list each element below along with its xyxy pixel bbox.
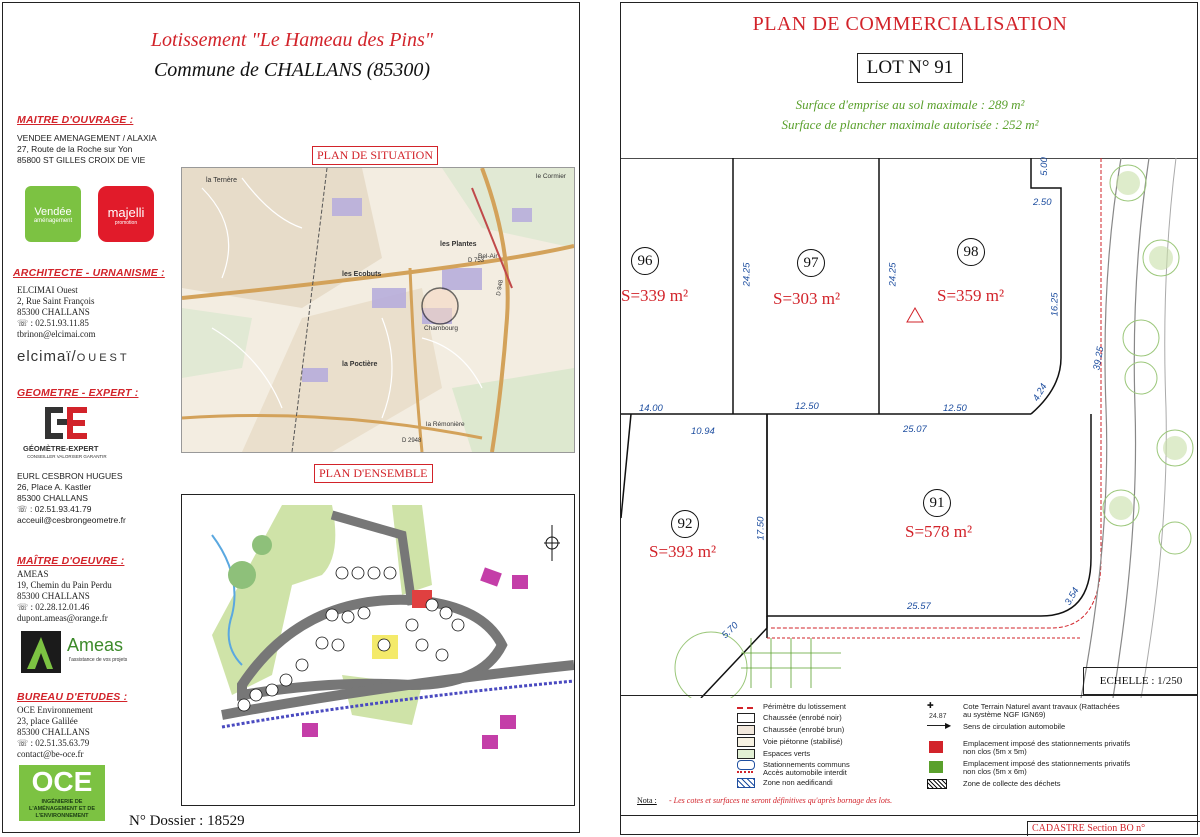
majelli-logo bbox=[98, 186, 154, 242]
legend-swatch bbox=[737, 713, 755, 723]
geometre-logo-sub: CONSEILLER VALORISER GARANTIR bbox=[27, 454, 107, 459]
logo-text: OCE bbox=[31, 766, 93, 797]
situation-map-graphic bbox=[182, 168, 574, 452]
legend-item: Stationnements communs bbox=[763, 760, 850, 769]
legend-item: Accès automobile interdit bbox=[763, 768, 847, 777]
dimension: 10.94 bbox=[691, 426, 715, 437]
legend-item: Chaussée (enrobé brun) bbox=[763, 725, 845, 734]
text-line: ELCIMAI Ouest bbox=[17, 285, 78, 295]
heading-bureau-etudes: BUREAU D'ETUDES : bbox=[17, 691, 128, 703]
legend-item: Zone de collecte des déchets bbox=[963, 779, 1061, 788]
lot-area: S=339 m² bbox=[621, 286, 689, 305]
legend-divider bbox=[621, 695, 1197, 696]
lot-area: S=578 m² bbox=[905, 522, 973, 541]
map-label: la Ternère bbox=[206, 177, 238, 184]
dimension: 16.25 bbox=[1049, 292, 1061, 317]
text-line: acceuil@cesbrongeometre.fr bbox=[17, 515, 126, 525]
dimension: 24.25 bbox=[887, 262, 899, 287]
text-line: AMEAS bbox=[17, 569, 49, 579]
left-sheet bbox=[2, 2, 580, 833]
logo-subtext: aménagement bbox=[33, 218, 73, 224]
arrow-icon bbox=[927, 725, 947, 726]
lot-number: 97 bbox=[797, 249, 825, 277]
dimension: 3.54 bbox=[1062, 585, 1082, 608]
cote-icon: ✚ bbox=[927, 701, 934, 710]
ameas-logo-sub: l'assistance de vos projets bbox=[69, 657, 128, 663]
map-label: la Rémonière bbox=[426, 421, 465, 428]
dimension: 14.00 bbox=[639, 403, 663, 414]
dimension: 2.50 bbox=[1033, 197, 1052, 208]
parking-red-icon bbox=[929, 741, 943, 753]
ameas-logo-mark bbox=[21, 631, 61, 673]
logo-text: elcimaï bbox=[17, 348, 72, 365]
lot-area: S=359 m² bbox=[937, 286, 1005, 305]
text-line: 26, Place A. Kastler bbox=[17, 482, 92, 492]
text-line: : 02.51.35.63.79 bbox=[30, 738, 90, 748]
legend-swatch bbox=[737, 760, 755, 770]
nota-label: Nota : bbox=[637, 796, 657, 805]
lot-area: S=303 m² bbox=[773, 289, 841, 308]
right-sheet bbox=[620, 2, 1198, 835]
scale-box: ECHELLE : 1/250 bbox=[1083, 667, 1198, 695]
heading-maitre-oeuvre: MAÎTRE D'OEUVRE : bbox=[17, 555, 125, 567]
text-line: 85300 CHALLANS bbox=[17, 493, 88, 503]
arrow-head-icon: ▶ bbox=[945, 721, 952, 730]
lot-number: 91 bbox=[923, 489, 951, 517]
text-line: : 02.51.93.11.85 bbox=[30, 318, 89, 328]
legend-item: Espaces verts bbox=[763, 749, 811, 758]
phone-icon: ☏ bbox=[17, 504, 28, 514]
text-line: 85800 ST GILLES CROIX DE VIE bbox=[17, 155, 146, 165]
text-line: 2, Rue Saint François bbox=[17, 296, 95, 306]
plan-situation-label: PLAN DE SITUATION bbox=[312, 146, 438, 165]
legend-swatch bbox=[737, 725, 755, 735]
heading-maitre-ouvrage: MAITRE D'OUVRAGE : bbox=[17, 114, 134, 126]
legend-swatch bbox=[737, 771, 753, 773]
legend-item: Périmètre du lotissement bbox=[763, 702, 846, 711]
text-line: 19, Chemin du Pain Perdu bbox=[17, 580, 112, 590]
geometre-block bbox=[17, 471, 126, 526]
map-label: Chambourg bbox=[424, 325, 458, 332]
logo-subtext: INGÉNIERIE DE L'AMÉNAGEMENT ET DE L'ENVIRONNEMENT bbox=[28, 799, 96, 819]
legend-swatch bbox=[737, 707, 753, 709]
geometre-logo-icon bbox=[43, 405, 89, 441]
logo-subtext: promotion bbox=[114, 220, 138, 226]
legend-item: Chaussée (enrobé noir) bbox=[763, 713, 842, 722]
map-label: les Ecobuts bbox=[342, 271, 382, 278]
text-line: 85300 CHALLANS bbox=[17, 727, 90, 737]
project-subtitle: Commune de CHALLANS (85300) bbox=[153, 59, 431, 81]
dimension: 5.00 bbox=[1038, 157, 1050, 176]
ameas-logo-text: Ameas bbox=[67, 635, 124, 655]
logo-subtext: OUEST bbox=[76, 352, 130, 364]
situation-map bbox=[181, 167, 575, 453]
oce-logo bbox=[19, 765, 105, 821]
heading-architecte: ARCHITECTE - URNANISME : bbox=[13, 267, 165, 279]
map-label: D 948 bbox=[496, 279, 505, 297]
lot-number: 98 bbox=[957, 238, 985, 266]
text-line: OCE Environnement bbox=[17, 705, 93, 715]
logo-text: majelli bbox=[107, 205, 145, 220]
project-title: Lotissement "Le Hameau des Pins" bbox=[150, 29, 434, 51]
map-label: la Poctière bbox=[342, 361, 378, 368]
legend-swatch bbox=[737, 749, 755, 759]
dimension: 17.50 bbox=[755, 516, 767, 541]
map-label: D 753 bbox=[468, 258, 485, 264]
plan-ensemble-label: PLAN D'ENSEMBLE bbox=[314, 464, 433, 483]
map-label: D 2948 bbox=[402, 438, 422, 444]
lot-number-box: LOT N° 91 bbox=[857, 53, 963, 83]
cadastre-box: CADASTRE Section BO n° bbox=[1027, 821, 1200, 836]
bureau-block bbox=[17, 705, 93, 760]
text-line: 85300 CHALLANS bbox=[17, 307, 90, 317]
phone-icon: ☏ bbox=[17, 738, 29, 748]
map-label: le Cormier bbox=[536, 173, 566, 180]
legend-item: Emplacement imposé des stationnements privatifs non clos (5m x 5m) bbox=[963, 739, 1131, 756]
dimension: 5.70 bbox=[719, 620, 741, 641]
text-line: EURL CESBRON HUGUES bbox=[17, 471, 123, 481]
phone-icon: ☏ bbox=[17, 602, 29, 612]
commercialisation-title: PLAN DE COMMERCIALISATION bbox=[752, 13, 1068, 35]
dimension: 12.50 bbox=[943, 403, 967, 414]
dossier-number: N° Dossier : 18529 bbox=[129, 813, 245, 829]
ensemble-plan bbox=[181, 494, 575, 806]
logo-text: Vendée bbox=[34, 206, 72, 218]
parking-green-icon bbox=[929, 761, 943, 773]
text-line: tbrinon@elcimai.com bbox=[17, 329, 96, 339]
elcimai-logo: elcimaï/OUEST bbox=[17, 348, 130, 365]
dimension: 39.25 bbox=[1091, 345, 1107, 372]
legend-item: Zone non aedificandi bbox=[763, 778, 833, 787]
geometre-logo-mark bbox=[43, 405, 89, 441]
ameas-a-icon bbox=[21, 631, 61, 673]
text-line: : 02.28.12.01.46 bbox=[30, 602, 90, 612]
vendee-amenagement-logo bbox=[25, 186, 81, 242]
legend-item: Emplacement imposé des stationnements privatifs non clos (5m x 6m) bbox=[963, 759, 1131, 776]
text-line: dupont.ameas@orange.fr bbox=[17, 613, 108, 623]
dimension: 12.50 bbox=[795, 401, 819, 412]
footer-divider bbox=[621, 815, 1197, 816]
dimension: 24.25 bbox=[741, 262, 753, 287]
lot-number: 92 bbox=[671, 510, 699, 538]
waste-zone-icon bbox=[927, 779, 947, 789]
legend-item: Sens de circulation automobile bbox=[963, 722, 1066, 731]
text-line: contact@be-oce.fr bbox=[17, 749, 84, 759]
cote-sample: 24.87 bbox=[929, 713, 947, 720]
legend-swatch bbox=[737, 778, 755, 788]
lot-number: 96 bbox=[631, 247, 659, 275]
oeuvre-block bbox=[17, 569, 112, 624]
text-line: 23, place Galilée bbox=[17, 716, 78, 726]
map-label: les Plantes bbox=[440, 241, 477, 248]
ensemble-plan-graphic bbox=[182, 495, 574, 805]
text-line: 27, Route de la Roche sur Yon bbox=[17, 144, 133, 154]
plancher-text: Surface de plancher maximale autorisée : 252 m² bbox=[781, 117, 1039, 132]
phone-icon: ☏ bbox=[17, 318, 29, 328]
heading-geometre: GEOMETRE - EXPERT : bbox=[17, 387, 139, 399]
text-line: VENDEE AMENAGEMENT / ALAXIA bbox=[17, 133, 157, 143]
dimension: 4.24 bbox=[1030, 381, 1050, 404]
legend-item: Voie piétonne (stabilisé) bbox=[763, 737, 843, 746]
emprise-text: Surface d'emprise au sol maximale : 289 m² bbox=[795, 97, 1025, 112]
legend-swatch bbox=[737, 737, 755, 747]
text-line: 85300 CHALLANS bbox=[17, 591, 90, 601]
geometre-logo-title: GÉOMÈTRE-EXPERT bbox=[23, 444, 99, 453]
lot-area: S=393 m² bbox=[649, 542, 717, 561]
dimension: 25.07 bbox=[903, 424, 927, 435]
legend-item: Cote Terrain Naturel avant travaux (Rattachées au système NGF IGN69) bbox=[963, 702, 1120, 719]
architecte-block bbox=[17, 285, 96, 340]
maitre-ouvrage-block bbox=[17, 133, 157, 166]
nota-text: - Les cotes et surfaces ne seront définitives qu'après bornage des lots. bbox=[669, 796, 893, 805]
map-label: Bel-Air bbox=[478, 253, 498, 260]
dimension: 25.57 bbox=[907, 601, 931, 612]
text-line: : 02.51.93.41.79 bbox=[30, 504, 92, 514]
